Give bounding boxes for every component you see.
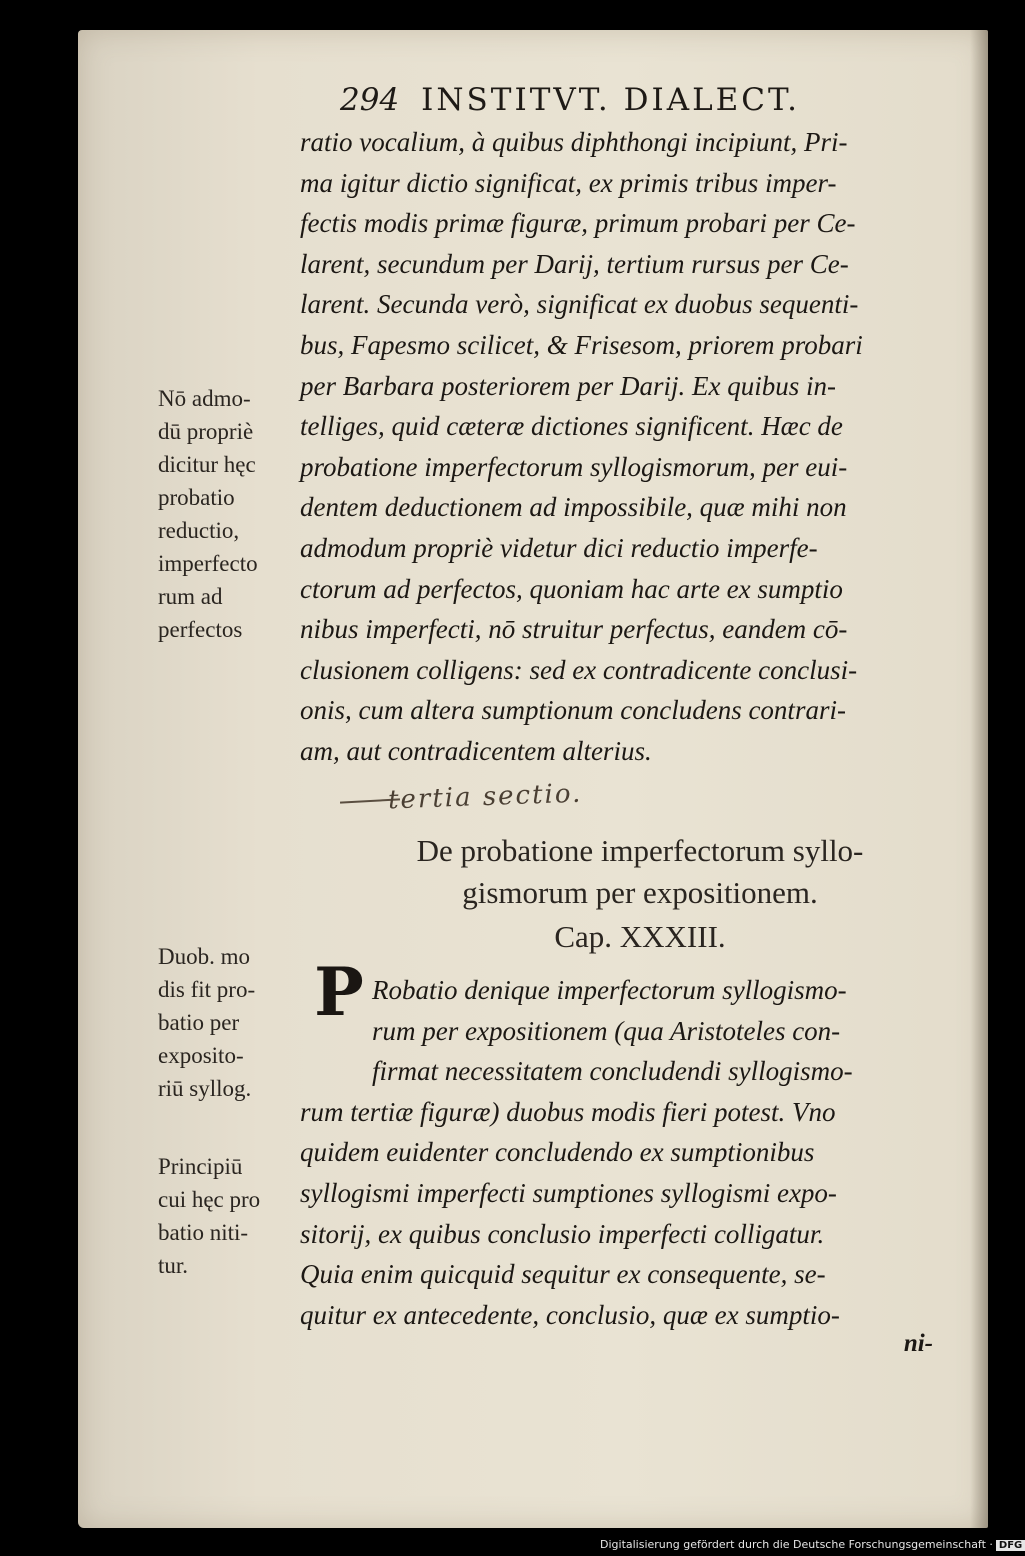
margin-line: dū propriè xyxy=(158,419,254,444)
margin-line: batio niti- xyxy=(158,1220,249,1245)
text-line: bus, Fapesmo scilicet, & Frisesom, priorem probari xyxy=(300,329,863,360)
text-line: clusionem colligens: sed ex contradicente conclusi- xyxy=(300,654,858,685)
margin-line: Nō admo- xyxy=(158,386,251,411)
catchword: ni- xyxy=(903,1330,933,1357)
digitization-footer xyxy=(600,1538,1025,1551)
text-line: quidem euidenter concludendo ex sumptionibus xyxy=(300,1137,815,1168)
dfg-logo: DFG xyxy=(996,1540,1025,1551)
margin-line: exposito- xyxy=(158,1043,244,1068)
book-page xyxy=(78,30,988,1528)
page-number: 294 xyxy=(340,82,400,118)
paragraph-1 xyxy=(300,122,980,772)
margin-line: Principiū xyxy=(158,1154,243,1179)
chapter-number: Cap. XXXIII. xyxy=(554,919,726,954)
margin-line: rum ad xyxy=(158,584,223,609)
text-line: larent. Secunda verò, significat ex duobus sequenti- xyxy=(300,289,859,320)
text-line: fectis modis primæ figuræ, primum probari per Ce- xyxy=(300,208,856,239)
text-line: ratio vocalium, à quibus diphthongi incipiunt, Pri- xyxy=(300,127,848,157)
margin-line: batio per xyxy=(158,1010,240,1035)
margin-line: reductio, xyxy=(158,518,240,543)
text-line: ctorum ad perfectos, quoniam hac arte ex sumptio xyxy=(300,573,843,604)
section-heading-line-2: gismorum per expositionem. xyxy=(462,875,818,910)
footer-text: Digitalisierung gefördert durch die Deutsche Forschungsgemeinschaft · xyxy=(600,1538,993,1551)
margin-line: Duob. mo xyxy=(158,944,250,969)
margin-line: perfectos xyxy=(158,617,243,642)
text-line: ma igitur dictio significat, ex primis tribus imper- xyxy=(300,167,837,198)
text-line: sitorij, ex quibus conclusio imperfecti colligatur. xyxy=(300,1218,825,1249)
paragraph-2 xyxy=(300,970,980,1335)
text-line: per Barbara posteriorem per Darij. Ex quibus in- xyxy=(300,370,836,401)
margin-line: tur. xyxy=(158,1253,189,1278)
text-line: onis, cum altera sumptionum concludens contrari- xyxy=(300,695,846,726)
text-line: dentem deductionem ad impossibile, quæ mihi non xyxy=(300,492,847,523)
running-header xyxy=(340,82,800,118)
text-line: Quia enim quicquid sequitur ex consequente, se- xyxy=(300,1259,826,1290)
margin-line: dis fit pro- xyxy=(158,977,256,1002)
text-line: admodum propriè videtur dici reductio imperfe- xyxy=(300,532,818,563)
text-line: telliges, quid cæteræ dictiones significent. Hæc de xyxy=(300,411,843,442)
margin-note-1 xyxy=(158,382,303,646)
text-line: rum tertiæ figuræ) duobus modis fieri potest. Vno xyxy=(300,1096,836,1127)
text-line: Robatio denique imperfectorum syllogismo- xyxy=(372,975,847,1005)
text-line: syllogismi imperfecti sumptiones syllogismi expo- xyxy=(300,1177,837,1208)
text-line: quitur ex antecedente, conclusio, quæ ex sumptio- xyxy=(300,1299,840,1330)
margin-note-2 xyxy=(158,940,303,1105)
margin-note-3 xyxy=(158,1150,303,1282)
margin-line: probatio xyxy=(158,485,235,510)
text-line: firmat necessitatem concludendi syllogismo- xyxy=(372,1056,853,1087)
text-line: am, aut contradicentem alterius. xyxy=(300,735,652,766)
margin-line: dicitur hęc xyxy=(158,452,256,477)
handwritten-annotation: tertia sectio. xyxy=(387,778,583,816)
text-line: larent, secundum per Darij, tertium rursus per Ce- xyxy=(300,248,849,279)
margin-line: cui hęc pro xyxy=(158,1187,261,1212)
text-line: rum per expositionem (qua Aristoteles con- xyxy=(372,1015,841,1046)
margin-line: riū syllog. xyxy=(158,1076,252,1101)
running-title: INSTITVT. DIALECT. xyxy=(421,82,800,118)
margin-line: imperfecto xyxy=(158,551,258,576)
drop-cap: P xyxy=(314,953,364,1031)
section-heading-line-1: De probatione imperfectorum syllo- xyxy=(416,833,864,868)
text-line: probatione imperfectorum syllogismorum, per eui- xyxy=(300,451,848,482)
text-line: nibus imperfecti, nō struitur perfectus, eandem cō- xyxy=(300,614,848,645)
